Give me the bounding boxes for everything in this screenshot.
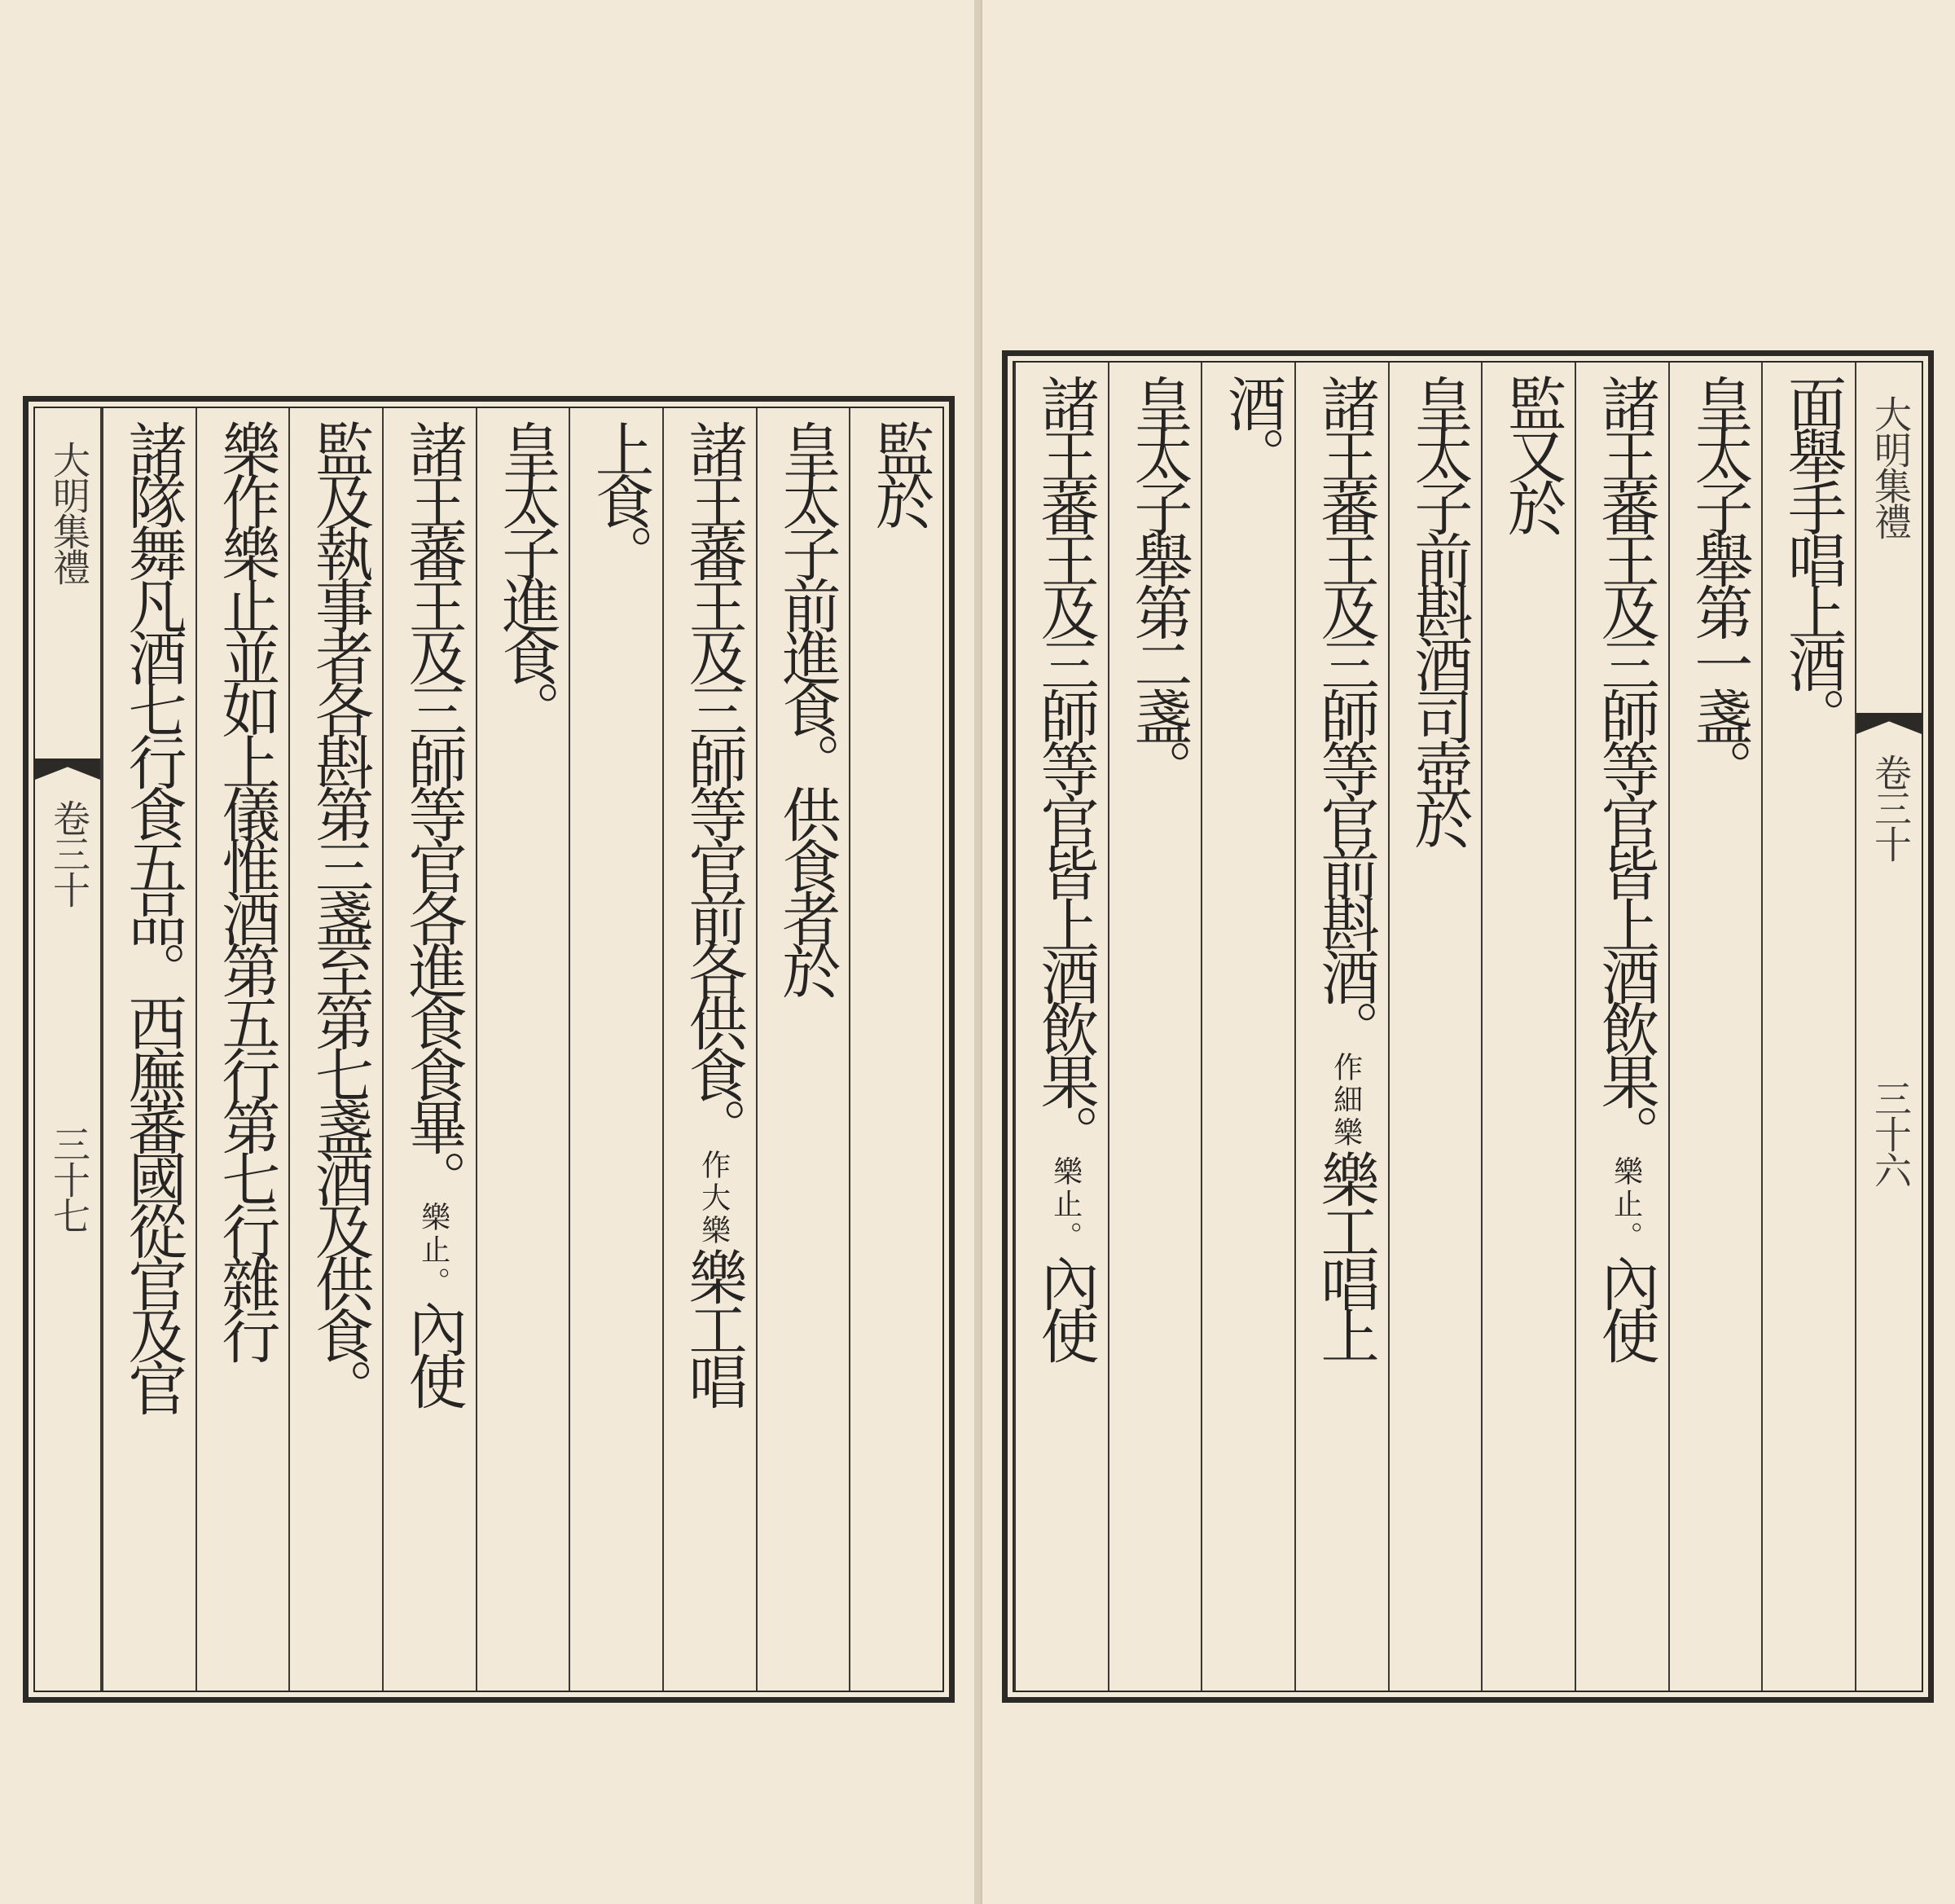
right-text-frame: [1002, 350, 1934, 1703]
text-column: [196, 408, 289, 1691]
interlinear-note: 樂止。: [1609, 1156, 1643, 1254]
text-column: [1294, 363, 1388, 1691]
column-text: [850, 420, 942, 524]
right-page: [981, 0, 1955, 1904]
left-inner-frame: [33, 407, 944, 1692]
fishtail-marker: [35, 759, 100, 780]
main-text: 皇太子進食。: [492, 420, 561, 732]
main-text: 面舉手唱上酒。: [1777, 374, 1847, 739]
main-text-continued: 內使: [398, 1299, 468, 1404]
main-text: 皇太子前斟酒司壺於: [1404, 374, 1474, 843]
book-title-label: 大明集禮: [47, 441, 91, 584]
text-column: [1761, 363, 1855, 1691]
main-text: 諸王蕃王及三師等官前各供食。: [679, 420, 748, 1150]
column-text: [384, 420, 476, 1404]
text-column: [102, 408, 196, 1691]
text-column: [288, 408, 382, 1691]
folio-number: 三十六: [1869, 1080, 1913, 1187]
book-gutter: [974, 0, 981, 1904]
right-page-margin-strip: [1855, 363, 1922, 1691]
main-text: 諸王蕃王及三師等官皆上酒飲果。: [1030, 374, 1100, 1156]
main-text: 諸王蕃王及三師等官各進食食畢。: [398, 420, 468, 1202]
text-column: [1388, 363, 1482, 1691]
column-text: [1576, 374, 1668, 1358]
folio-number: 三十七: [47, 1125, 91, 1233]
text-column: [382, 408, 476, 1691]
volume-label: 卷三十: [47, 799, 91, 907]
main-text-continued: 樂工唱上: [1311, 1150, 1380, 1358]
text-column: [756, 408, 850, 1691]
right-columns: [1014, 363, 1922, 1691]
main-text: 酒。: [1217, 374, 1286, 478]
text-column: [1014, 363, 1108, 1691]
main-text: 諸隊舞凡酒七行食五品。西廡蕃國從官及官: [118, 420, 187, 1410]
column-text: [103, 420, 196, 1410]
main-text: 諸王蕃王及三師等官前斟酒。: [1311, 374, 1380, 1052]
main-text: 諸王蕃王及三師等官皆上酒飲果。: [1591, 374, 1660, 1156]
column-text: [1296, 374, 1388, 1358]
interlinear-note: 樂止。: [416, 1202, 450, 1299]
text-column: [1668, 363, 1762, 1691]
column-text: [1670, 374, 1762, 791]
main-text: 監又於: [1497, 374, 1566, 530]
column-text: [1483, 374, 1575, 530]
column-text: [758, 420, 850, 993]
main-text: 皇太子舉第一盞。: [1685, 374, 1754, 791]
main-text-continued: 樂工唱: [679, 1247, 748, 1404]
column-text: [570, 420, 662, 576]
main-text: 上食。: [585, 420, 654, 576]
interlinear-note: 作大樂: [696, 1150, 731, 1247]
column-text: [1016, 374, 1108, 1358]
text-column: [1108, 363, 1202, 1691]
column-text: [290, 420, 382, 1410]
left-page-margin-strip: [35, 408, 102, 1691]
text-column: [849, 408, 942, 1691]
column-text: [1202, 374, 1294, 478]
main-text: 監及執事者各斟第三盞至第七盞酒及供食。: [305, 420, 374, 1410]
text-column: [662, 408, 756, 1691]
volume-label: 卷三十: [1869, 754, 1913, 861]
text-column: [1481, 363, 1575, 1691]
left-text-frame: [23, 396, 955, 1703]
main-text: 皇太子前進食。供食者於: [772, 420, 841, 993]
main-text: 皇太子舉第二盞。: [1124, 374, 1193, 791]
main-text: 樂作樂止並如上儀惟酒第五行第七行雜行: [212, 420, 281, 1358]
right-inner-frame: [1013, 361, 1923, 1692]
fishtail-marker: [1856, 713, 1922, 734]
column-text: [664, 420, 756, 1404]
text-column: [1201, 363, 1294, 1691]
interlinear-note: 作細樂: [1329, 1052, 1363, 1150]
column-text: [477, 420, 569, 732]
main-text: 監於: [865, 420, 934, 524]
text-column: [569, 408, 662, 1691]
column-text: [1390, 374, 1482, 843]
column-text: [197, 420, 289, 1358]
interlinear-note: 樂止。: [1048, 1156, 1083, 1254]
main-text-continued: 內使: [1591, 1254, 1660, 1358]
main-text-continued: 內使: [1030, 1254, 1100, 1358]
text-column: [1575, 363, 1668, 1691]
column-text: [1763, 374, 1855, 739]
left-columns: [35, 408, 942, 1691]
book-title-label: 大明集禮: [1869, 395, 1913, 539]
left-page: [0, 0, 976, 1904]
column-text: [1109, 374, 1202, 791]
text-column: [476, 408, 569, 1691]
